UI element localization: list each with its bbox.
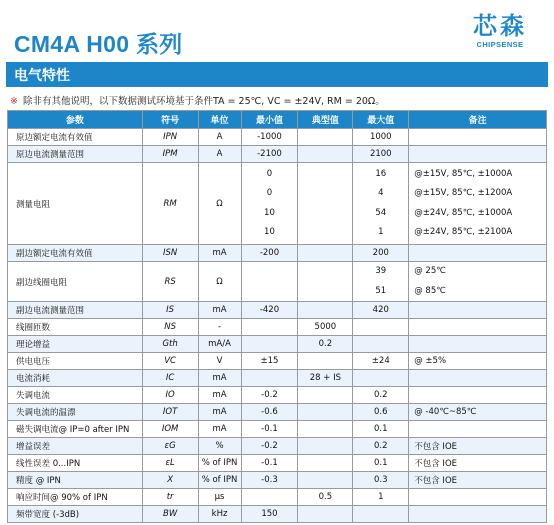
cell-param: 线圈匝数 xyxy=(8,319,143,336)
cell-symbol: Gth xyxy=(142,336,198,353)
cell-symbol: IPN xyxy=(142,129,198,146)
cell-param: 线性误差 0...IPN xyxy=(8,455,143,472)
cell-symbol: IOM xyxy=(142,421,198,438)
cell-note xyxy=(409,336,547,353)
cell-symbol: NS xyxy=(142,319,198,336)
table-row xyxy=(8,387,547,404)
cell-symbol: ISN xyxy=(142,245,198,262)
cell-symbol: IOT xyxy=(142,404,198,421)
cell-unit: mA xyxy=(198,245,241,262)
table-row xyxy=(8,506,547,523)
cell-typ xyxy=(298,506,353,523)
note-text: 除非有其他说明，以下数据测试环境基于条件TA = 25℃, VC = ±24V, RM = 20Ω。 xyxy=(22,96,385,107)
cell-unit: mA xyxy=(198,404,241,421)
cell-param: 供电电压 xyxy=(8,353,143,370)
cell-typ: 0.2 xyxy=(298,336,353,353)
cell-param: 理论增益 xyxy=(8,336,143,353)
cell-symbol: RM xyxy=(142,163,198,245)
cell-line: 16 xyxy=(375,168,387,179)
cell-line: 10 xyxy=(264,227,275,237)
cell-unit: % of IPN xyxy=(198,472,241,489)
cell-typ xyxy=(298,262,353,302)
cell-line: 0 xyxy=(266,188,273,198)
cell-line: 54 xyxy=(375,207,387,218)
table-row xyxy=(8,404,547,421)
cell-note xyxy=(409,421,547,438)
cell-note: 不包含 IOE xyxy=(409,472,547,489)
cell-note: @ ±5% xyxy=(409,353,547,370)
cell-param: 原边额定电流有效值 xyxy=(8,129,143,146)
cell-param: 副边线圈电阻 xyxy=(8,262,143,302)
table-row xyxy=(8,146,547,163)
cell-note xyxy=(409,370,547,387)
cell-param: 增益误差 xyxy=(8,438,143,455)
cell-unit: μs xyxy=(198,489,241,506)
table-row xyxy=(8,262,547,302)
cell-typ xyxy=(298,163,353,245)
cell-param: 原边电流测量范围 xyxy=(8,146,143,163)
table-row xyxy=(8,353,547,370)
cell-max: 0.6 xyxy=(353,404,409,421)
cell-line: 4 xyxy=(378,188,384,198)
table-row xyxy=(8,438,547,455)
cell-typ xyxy=(298,353,353,370)
cell-min: -2100 xyxy=(241,146,298,163)
note-mark-icon: ※ xyxy=(10,96,18,107)
cell-unit: % of IPN xyxy=(198,455,241,472)
cell-max xyxy=(353,262,409,302)
table-row xyxy=(8,370,547,387)
cell-min xyxy=(241,319,298,336)
cell-line: @ 25℃ xyxy=(414,266,446,276)
cell-min xyxy=(241,163,298,245)
cell-note xyxy=(409,506,547,523)
cell-typ xyxy=(298,421,353,438)
cell-symbol: εL xyxy=(142,455,198,472)
cell-line: 39 xyxy=(375,266,387,276)
cell-symbol: VC xyxy=(142,353,198,370)
cell-unit: mA xyxy=(198,421,241,438)
header-min: 最小值 xyxy=(241,111,298,129)
cell-max: 200 xyxy=(353,245,409,262)
cell-unit: V xyxy=(198,353,241,370)
cell-max xyxy=(353,506,409,523)
header-unit: 单位 xyxy=(198,111,241,129)
cell-symbol: RS xyxy=(142,262,198,302)
cell-max: 0.2 xyxy=(353,438,409,455)
cell-note: 不包含 IOE xyxy=(409,455,547,472)
cell-unit: A xyxy=(198,129,241,146)
brand-logo xyxy=(462,12,538,49)
cell-min xyxy=(241,262,298,302)
section-title: 电气特性 xyxy=(14,68,70,84)
cell-typ xyxy=(298,245,353,262)
cell-typ: 28 + IS xyxy=(298,370,353,387)
cell-max: 0.3 xyxy=(353,472,409,489)
cell-max: 1000 xyxy=(353,129,409,146)
header-max: 最大值 xyxy=(353,111,409,129)
cell-typ: 5000 xyxy=(298,319,353,336)
table-header-row xyxy=(8,111,547,129)
cell-note xyxy=(409,319,547,336)
cell-line: 1 xyxy=(378,227,384,237)
table-row xyxy=(8,163,547,245)
cell-typ xyxy=(298,387,353,404)
table-row xyxy=(8,129,547,146)
cell-max: 420 xyxy=(353,302,409,319)
cell-min xyxy=(241,370,298,387)
cell-line: @±24V, 85℃, ±1000A xyxy=(414,207,513,218)
cell-note: @ -40℃~85℃ xyxy=(409,404,547,421)
cell-note xyxy=(409,146,547,163)
cell-symbol: X xyxy=(142,472,198,489)
cell-min: -0.2 xyxy=(241,387,298,404)
table-row xyxy=(8,472,547,489)
table-row xyxy=(8,336,547,353)
cell-param: 电流消耗 xyxy=(8,370,143,387)
header-symbol: 符号 xyxy=(142,111,198,129)
section-header-bar xyxy=(6,62,548,87)
cell-unit: Ω xyxy=(198,262,241,302)
cell-typ xyxy=(298,302,353,319)
cell-min: -200 xyxy=(241,245,298,262)
cell-max xyxy=(353,319,409,336)
cell-line: @±24V, 85℃, ±2100A xyxy=(414,227,513,237)
cell-note xyxy=(409,302,547,319)
cell-unit: kHz xyxy=(198,506,241,523)
cell-typ xyxy=(298,404,353,421)
cell-max: 2100 xyxy=(353,146,409,163)
cell-param: 失调电流 xyxy=(8,387,143,404)
logo-text: CHIPSENSE xyxy=(476,40,524,49)
cell-note xyxy=(409,489,547,506)
cell-note xyxy=(409,262,547,302)
cell-max: 0.1 xyxy=(353,455,409,472)
cell-unit: % xyxy=(198,438,241,455)
cell-typ xyxy=(298,129,353,146)
header-note: 备注 xyxy=(409,111,547,129)
cell-unit: - xyxy=(198,319,241,336)
cell-max: ±24 xyxy=(353,353,409,370)
cell-symbol: εG xyxy=(142,438,198,455)
page-title: CM4A H00 系列 xyxy=(14,31,183,57)
logo-mark: 芯森 xyxy=(473,12,527,40)
cell-line: 10 xyxy=(264,207,275,218)
cell-unit: mA xyxy=(198,370,241,387)
electrical-specs-table xyxy=(7,110,547,523)
cell-min xyxy=(241,489,298,506)
cell-unit: mA xyxy=(198,302,241,319)
table-row xyxy=(8,319,547,336)
cell-min: -0.6 xyxy=(241,404,298,421)
header-param: 参数 xyxy=(8,111,143,129)
cell-typ xyxy=(298,455,353,472)
cell-symbol: IC xyxy=(142,370,198,387)
cell-note xyxy=(409,163,547,245)
cell-line: 51 xyxy=(375,285,387,296)
table-row xyxy=(8,302,547,319)
cell-note xyxy=(409,129,547,146)
cell-symbol: IO xyxy=(142,387,198,404)
table-row xyxy=(8,455,547,472)
cell-max xyxy=(353,336,409,353)
cell-max: 1 xyxy=(353,489,409,506)
cell-param: 响应时间@ 90% of IPN xyxy=(8,489,143,506)
header-typ: 典型值 xyxy=(298,111,353,129)
cell-min: ±15 xyxy=(241,353,298,370)
cell-unit: A xyxy=(198,146,241,163)
cell-param: 精度 @ IPN xyxy=(8,472,143,489)
cell-max: 0.1 xyxy=(353,421,409,438)
cell-typ: 0.5 xyxy=(298,489,353,506)
cell-max xyxy=(353,370,409,387)
cell-symbol: BW xyxy=(142,506,198,523)
test-conditions-note xyxy=(10,93,385,107)
table-row xyxy=(8,245,547,262)
cell-symbol: IS xyxy=(142,302,198,319)
cell-unit: mA/A xyxy=(198,336,241,353)
cell-symbol: IPM xyxy=(142,146,198,163)
cell-min: -0.2 xyxy=(241,438,298,455)
cell-min: -0.3 xyxy=(241,472,298,489)
cell-param: 副边额定电流有效值 xyxy=(8,245,143,262)
cell-line: @±15V, 85℃, ±1200A xyxy=(414,188,513,198)
cell-symbol: tr xyxy=(142,489,198,506)
cell-line: 0 xyxy=(266,168,273,179)
cell-param: 副边电流测量范围 xyxy=(8,302,143,319)
cell-typ xyxy=(298,146,353,163)
cell-note xyxy=(409,245,547,262)
cell-unit: mA xyxy=(198,387,241,404)
cell-note: 不包含 IOE xyxy=(409,438,547,455)
cell-param: 失调电流的温漂 xyxy=(8,404,143,421)
table-row xyxy=(8,421,547,438)
cell-line: @ 85℃ xyxy=(414,285,446,296)
cell-param: 频带宽度 (-3dB) xyxy=(8,506,143,523)
cell-param: 磁失调电流@ IP=0 after IPN xyxy=(8,421,143,438)
cell-param: 测量电阻 xyxy=(8,163,143,245)
cell-min: -420 xyxy=(241,302,298,319)
cell-min: 150 xyxy=(241,506,298,523)
cell-max: 0.2 xyxy=(353,387,409,404)
cell-note xyxy=(409,387,547,404)
cell-min: -0.1 xyxy=(241,455,298,472)
table-row xyxy=(8,489,547,506)
cell-unit: Ω xyxy=(198,163,241,245)
cell-typ xyxy=(298,438,353,455)
cell-line: @±15V, 85℃, ±1000A xyxy=(414,168,513,179)
cell-max xyxy=(353,163,409,245)
cell-typ xyxy=(298,472,353,489)
cell-min: -1000 xyxy=(241,129,298,146)
cell-min: -0.1 xyxy=(241,421,298,438)
cell-min xyxy=(241,336,298,353)
